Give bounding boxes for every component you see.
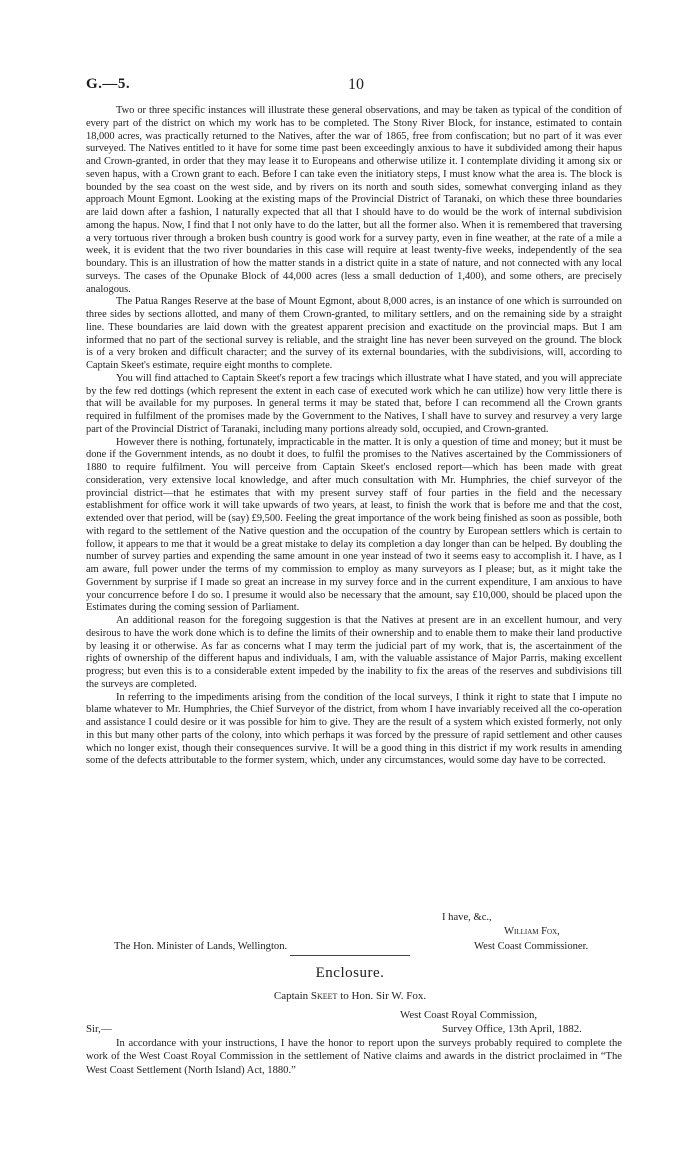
document-code: G.—5.: [86, 76, 131, 92]
salutation: Sir,—: [86, 1023, 112, 1035]
paragraph: However there is nothing, fortunately, impracticable in the matter. It is only a question of time and money; but it must be done if the Government intends, as no doubt it does, to fulfil the promises to the Natives ascertained by the Commissioners of 1880 to require fulfilment. You will perceive from Captain Skeet's enclosed report—which has been made with great consideration, very extensive local knowledge, and after much consultation with Mr. Humphries, the chief surveyor of the provincial district—that he estimates that with my present survey staff of four parties in the field and the necessary establishment for office work it will take upwards of two years, at least, to finish the work that is before me and that the cost, extended over that period, will be (say) £9,500. Feeling the great importance of the work being finished as soon as possible, both with regard to the settlement of the Native question and the occupation of the country by European settlers which is certain to follow, it appears to me that it would be a great mistake to delay its completion a day longer than can be helped. By doubling the number of survey parties and expending the same amount in one year instead of two it seems easy to accomplish it. I have, as I am aware, full power under the terms of my commission to employ as many surveyors as I please; but, as it might take the Government by surprise if I made so great an increase in my survey force and in the current expenditure, I am anxious to have your concurrence before I do so. I presume it would also be necessary that the amount, say £10,000, should be placed upon the Estimates during the coming session of Parliament.: [86, 436, 622, 614]
paragraph: In referring to the impediments arising from the condition of the local surveys, I think it right to state that I impute no blame whatever to Mr. Humphries, the Chief Surveyor of the district, from whom I have invariably received all the co-operation and assistance I could desire or it was possible for him to give. They are the result of a system which existed formerly, not only in this but many other parts of the colony, into which perhaps it was forced by the pressure of rapid settlement and other causes which no longer exist, though their consequences survive. It will be a good thing in this district if my work results in amending some of the defects attributable to the former system, which, under any circumstances, would some day have to be corrected.: [86, 691, 622, 767]
enclosure-to: to Hon. Sir W. Fox.: [340, 990, 427, 1002]
enclosure-body: [86, 1037, 622, 1077]
signatory-title: West Coast Commissioner.: [474, 941, 589, 952]
paragraph: You will find attached to Captain Skeet's report a few tracings which illustrate what I have stated, and you will appreciate by the few red dottings (which represent the extent in each case of executed work which he can utilize) how very little there is that will be available for my purposes. In general terms it may be stated that, before I can recommend all the Crown grants required in fulfilment of the promises made by the Government to the Natives, I shall have to survey and resurvey a very large part of the Provincial District of Taranaki, including many portions already sold, occupied, and Crown-granted.: [86, 372, 622, 435]
enclosure-heading: Enclosure.: [315, 965, 385, 981]
closing: I have, &c.,: [442, 912, 492, 923]
divider: [290, 955, 410, 956]
addressee: The Hon. Minister of Lands, Wellington.: [114, 941, 288, 952]
organisation: West Coast Royal Commission,: [400, 1009, 538, 1021]
office-date: Survey Office, 13th April, 1882.: [442, 1023, 582, 1035]
paragraph: The Patua Ranges Reserve at the base of Mount Egmont, about 8,000 acres, is an instance of one which is surrounded on three sides by sections allotted, and many of them Crown-granted, to military settlers, and on the remaining side by a straight line. These boundaries are laid down with the greatest apparent precision and exactitude on the provincial maps. But I am informed that no part of the sectional survey is reliable, and the straight line has never been surveyed on the ground. The block is of a very broken and difficult character; and the survey of its external boundaries, with the subdivisions, will, according to Captain Skeet's estimate, require eight months to complete.: [86, 296, 622, 371]
paragraph: In accordance with your instructions, I have the honor to report upon the surveys probably required to complete the work of the West Coast Royal Commission in the settlement of Native claims and awards in the district proclaimed in “The West Coast Settlement (North Island) Act, 1880.”: [86, 1038, 622, 1076]
letter-body: [86, 105, 622, 768]
enclosure-from: Captain: [273, 990, 309, 1002]
paragraph: An additional reason for the foregoing suggestion is that the Natives at present are in an excellent humour, and very desirous to have the work done which is to define the limits of their ownership and to enable them to make their land productive by leasing it or otherwise. As far as concerns what I may term the judicial part of my work, that is, the ascertainment of the rights of ownership of the different hapus and individuals, I am, with the valuable assistance of Major Parris, making excellent progress; but even this is to a considerable extent impeded by the inability to fix the areas of the reserves and subdivisions till the surveys are completed.: [86, 615, 622, 690]
signatory-name: William Fox,: [504, 926, 560, 937]
paragraph: Two or three specific instances will illustrate these general observations, and may be taken as typical of the condition of every part of the district on which my work has to be completed. The Stony River Block, for instance, estimated to contain 18,000 acres, was practically returned to the Natives, after the war of 1865, free from confiscation; but no part of it was ever surveyed. The Natives entitled to it have for some time past been exceedingly anxious to have it subdivided among their hapus and Crown-granted, in order that they may lease it to Europeans and otherwise utilize it. I contemplate dividing it among six or seven hapus, with a Crown grant to each. Before I can take even the initiatory steps, I must know what the area is. The block is bounded by the sea coast on the west side, and by rivers on its north and south sides, somewhat converging inland as they approach Mount Egmont. Looking at the existing maps of the Provincial District of Taranaki, on which these three boundaries are laid down after a fashion, I naturally expected that all that I should have to do would be the work of internal subdivision among the hapus. Now, I find that I not only have to do the latter, but all the former also. When it is remembered that traversing a very tortuous river through a broken bush country is good work for a survey party, even in fine weather, at the rate of a mile a week, it is evident that the two river boundaries in this case will require at least twenty-five weeks, independently of the sea boundary. This is an illustration of how the matter stands in a district quite in a state of nature, and not connected with any local surveys. The cases of the Opunake Block of 44,000 acres (less a small deduction of 1,400), and some others, are precisely analogous.: [86, 105, 622, 295]
enclosure-from-name: Skeet: [310, 990, 338, 1002]
enclosure-letter-head: [0, 990, 700, 1002]
page-header: [86, 76, 622, 96]
page-number: 10: [348, 76, 364, 93]
